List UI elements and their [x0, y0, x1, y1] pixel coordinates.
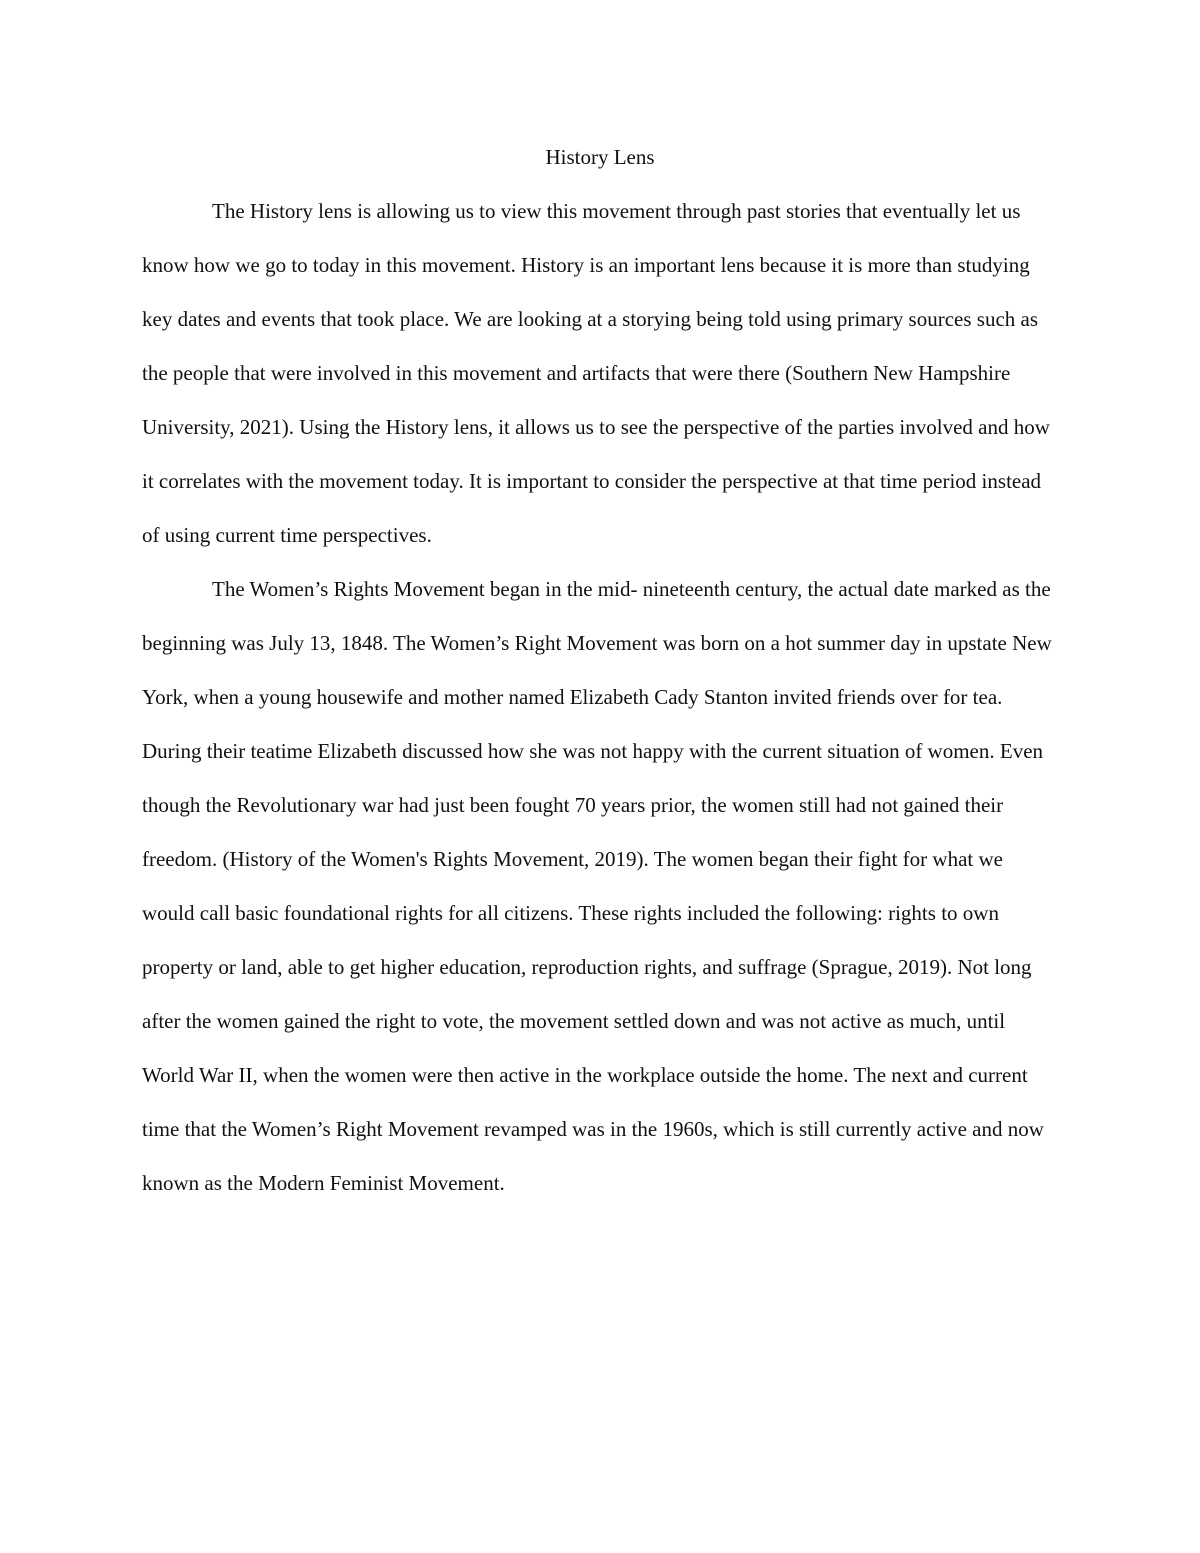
paragraph-history-lens: The History lens is allowing us to view this movement through past stories that eventually let us know how we go to today in this movement. History is an important lens because it is more than studying key dates and events that took place. We are looking at a storying being told using primary sources such as the people that were involved in this movement and artifacts that were there (Southern New Hampshire University, 2021). Using the History lens, it allows us to see the perspective of the parties involved and how it correlates with the movement today. It is important to consider the perspective at that time period instead of using current time perspectives.: [142, 199, 1050, 547]
page-title: History Lens: [545, 145, 655, 169]
document-body: [142, 130, 1058, 1210]
paragraph-womens-rights-movement: The Women’s Rights Movement began in the mid- nineteenth century, the actual date marked as the beginning was July 13, 1848. The Women’s Right Movement was born on a hot summer day in upstate New York, when a young housewife and mother named Elizabeth Cady Stanton invited friends over for tea. During their teatime Elizabeth discussed how she was not happy with the current situation of women. Even though the Revolutionary war had just been fought 70 years prior, the women still had not gained their freedom. (History of the Women's Rights Movement, 2019). The women began their fight for what we would call basic foundational rights for all citizens. These rights included the following: rights to own property or land, able to get higher education, reproduction rights, and suffrage (Sprague, 2019). Not long after the women gained the right to vote, the movement settled down and was not active as much, until World War II, when the women were then active in the workplace outside the home. The next and current time that the Women’s Right Movement revamped was in the 1960s, which is still currently active and now known as the Modern Feminist Movement.: [142, 577, 1052, 1195]
